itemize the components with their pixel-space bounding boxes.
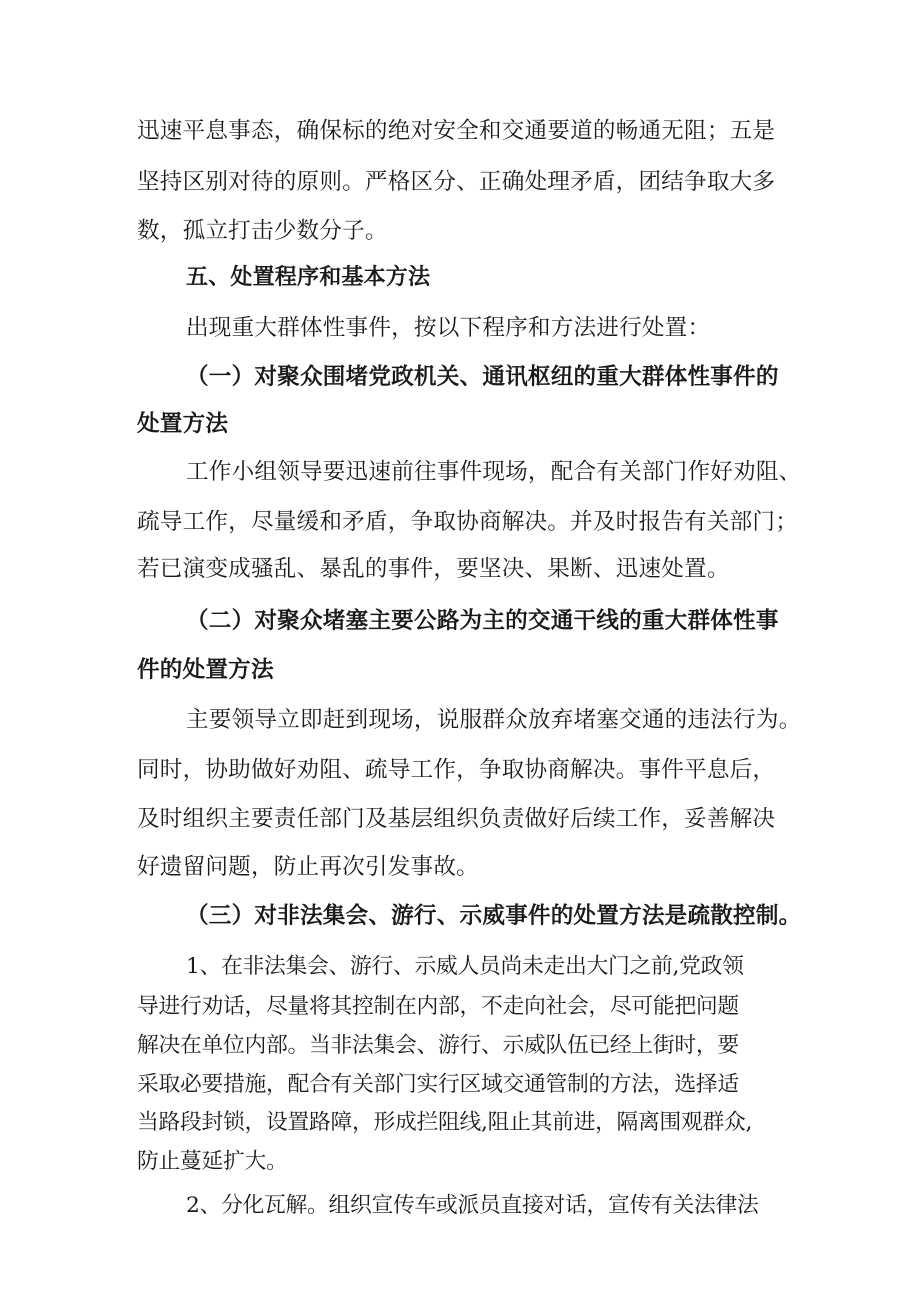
body-line: 解决在单位内部。当非法集会、游行、示威队伍已经上街时，要 [137,1033,739,1058]
body-line: 疏导工作，尽量缓和矛盾，争取协商解决。并及时报告有关部门； [137,509,799,535]
body-line: 1、在非法集会、游行、示威人员尚未走出大门之前,党政领 [186,954,744,979]
body-line: 防止蔓延扩大。 [137,1149,288,1174]
subsection-heading-continued: 件的处置方法 [137,657,274,683]
body-line: 采取必要措施，配合有关部门实行区域交通管制的方法，选择适 [137,1072,739,1097]
body-line: 工作小组领导要迅速前往事件现场，配合有关部门作好劝阻、 [186,459,802,485]
body-line: 出现重大群体性事件，按以下程序和方法进行处置： [186,315,711,341]
body-line: 数，孤立打击少数分子。 [137,218,388,244]
subsection-heading: （二）对聚众堵塞主要公路为主的交通干线的重大群体性事 [186,608,779,634]
body-line: 及时组织主要责任部门及基层组织负责做好后续工作，妥善解决 [137,806,776,832]
body-line: 同时，协助做好劝阻、疏导工作，争取协商解决。事件平息后， [137,757,776,783]
body-line: 2、分化瓦解。组织宣传车或派员直接对话，宣传有关法律法 [186,1193,759,1218]
body-line: 导进行劝话，尽量将其控制在内部，不走向社会，尽可能把问题 [137,994,739,1019]
subsection-heading: （一）对聚众围堵党政机关、通讯枢纽的重大群体性事件的 [186,364,779,390]
body-line: 好遗留问题，防止再次引发事故。 [137,854,479,880]
body-line: 主要领导立即赶到现场，说服群众放弃堵塞交通的违法行为。 [186,707,802,733]
body-line: 若已演变成骚乱、暴乱的事件，要坚决、果断、迅速处置。 [137,556,730,582]
subsection-heading: （三）对非法集会、游行、示威事件的处置方法是疏散控制。 [186,903,802,929]
section-heading: 五、处置程序和基本方法 [186,265,431,290]
subsection-heading-continued: 处置方法 [137,411,229,437]
body-line: 坚持区别对待的原则。严格区分、正确处理矛盾，团结争取大多 [137,169,776,195]
body-line: 当路段封锁，设置路障，形成拦阻线,阻止其前进，隔离围观群众, [137,1110,753,1135]
body-line: 迅速平息事态，确保标的绝对安全和交通要道的畅通无阻；五是 [137,118,776,144]
